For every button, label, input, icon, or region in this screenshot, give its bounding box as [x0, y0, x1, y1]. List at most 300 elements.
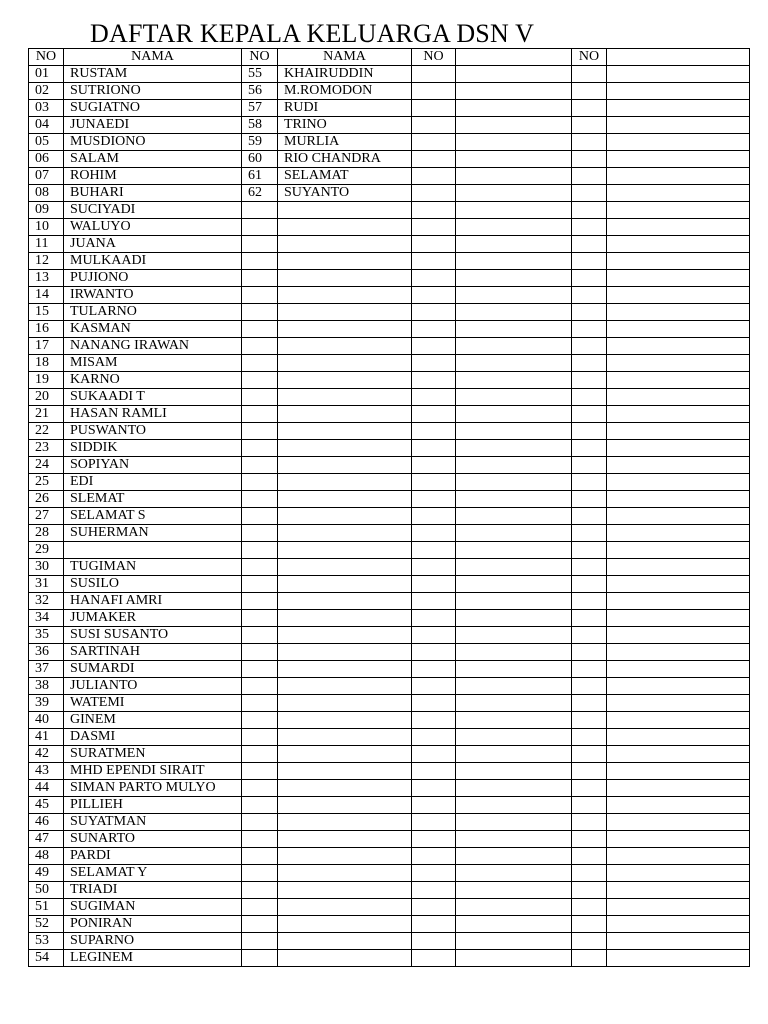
table-row [29, 168, 750, 185]
row-name: SIMAN PARTO MULYO [64, 780, 242, 797]
table-row [29, 202, 750, 219]
empty-cell [456, 66, 572, 83]
empty-cell [278, 474, 412, 491]
row-number: 20 [29, 389, 64, 406]
empty-cell [456, 440, 572, 457]
empty-cell [412, 372, 456, 389]
empty-cell [456, 287, 572, 304]
empty-cell [278, 848, 412, 865]
empty-cell [572, 100, 607, 117]
empty-cell [278, 950, 412, 967]
row-number: 60 [242, 151, 278, 168]
empty-cell [572, 202, 607, 219]
table-row [29, 253, 750, 270]
empty-cell [456, 950, 572, 967]
empty-cell [242, 287, 278, 304]
row-number: 14 [29, 287, 64, 304]
empty-cell [278, 695, 412, 712]
empty-cell [412, 797, 456, 814]
empty-cell [278, 933, 412, 950]
empty-cell [607, 440, 750, 457]
empty-cell [456, 746, 572, 763]
empty-cell [278, 491, 412, 508]
empty-cell [607, 593, 750, 610]
empty-cell [572, 678, 607, 695]
table-row [29, 185, 750, 202]
table-row [29, 899, 750, 916]
empty-cell [412, 525, 456, 542]
row-number: 11 [29, 236, 64, 253]
row-number: 29 [29, 542, 64, 559]
empty-cell [607, 678, 750, 695]
empty-cell [278, 746, 412, 763]
row-name: M.ROMODON [278, 83, 412, 100]
row-name: SUSI SUSANTO [64, 627, 242, 644]
header-nama-4 [607, 49, 750, 66]
table-row [29, 304, 750, 321]
row-name: TRIADI [64, 882, 242, 899]
row-name: RIO CHANDRA [278, 151, 412, 168]
empty-cell [412, 440, 456, 457]
row-name: TULARNO [64, 304, 242, 321]
empty-cell [278, 712, 412, 729]
empty-cell [242, 355, 278, 372]
empty-cell [607, 372, 750, 389]
empty-cell [456, 576, 572, 593]
empty-cell [456, 933, 572, 950]
table-row [29, 576, 750, 593]
empty-cell [607, 185, 750, 202]
empty-cell [607, 950, 750, 967]
empty-cell [456, 406, 572, 423]
row-number: 25 [29, 474, 64, 491]
table-row [29, 134, 750, 151]
header-nama-2: NAMA [278, 49, 412, 66]
empty-cell [572, 321, 607, 338]
row-name: MULKAADI [64, 253, 242, 270]
row-number: 61 [242, 168, 278, 185]
empty-cell [572, 933, 607, 950]
empty-cell [242, 661, 278, 678]
row-number: 47 [29, 831, 64, 848]
empty-cell [278, 406, 412, 423]
empty-cell [278, 831, 412, 848]
empty-cell [607, 763, 750, 780]
empty-cell [607, 712, 750, 729]
empty-cell [456, 542, 572, 559]
empty-cell [242, 202, 278, 219]
empty-cell [607, 389, 750, 406]
table-row [29, 525, 750, 542]
table-row [29, 831, 750, 848]
empty-cell [242, 627, 278, 644]
empty-cell [412, 610, 456, 627]
empty-cell [572, 882, 607, 899]
empty-cell [572, 83, 607, 100]
empty-cell [572, 576, 607, 593]
empty-cell [572, 355, 607, 372]
row-number: 46 [29, 814, 64, 831]
table-row [29, 678, 750, 695]
table-row [29, 83, 750, 100]
empty-cell [456, 729, 572, 746]
empty-cell [572, 610, 607, 627]
table-row [29, 236, 750, 253]
empty-cell [607, 117, 750, 134]
table-row [29, 406, 750, 423]
header-no-1: NO [29, 49, 64, 66]
empty-cell [412, 406, 456, 423]
empty-cell [412, 644, 456, 661]
empty-cell [278, 678, 412, 695]
empty-cell [607, 66, 750, 83]
empty-cell [607, 423, 750, 440]
empty-cell [572, 627, 607, 644]
empty-cell [412, 661, 456, 678]
empty-cell [412, 780, 456, 797]
empty-cell [607, 168, 750, 185]
empty-cell [242, 576, 278, 593]
row-number: 52 [29, 916, 64, 933]
row-name: SUGIMAN [64, 899, 242, 916]
row-number: 51 [29, 899, 64, 916]
empty-cell [456, 814, 572, 831]
table-row [29, 950, 750, 967]
empty-cell [412, 66, 456, 83]
empty-cell [456, 865, 572, 882]
empty-cell [607, 151, 750, 168]
empty-cell [412, 627, 456, 644]
empty-cell [278, 457, 412, 474]
empty-cell [456, 695, 572, 712]
table-row [29, 627, 750, 644]
row-name: TUGIMAN [64, 559, 242, 576]
empty-cell [572, 253, 607, 270]
empty-cell [456, 780, 572, 797]
empty-cell [242, 219, 278, 236]
empty-cell [572, 236, 607, 253]
empty-cell [278, 797, 412, 814]
empty-cell [607, 287, 750, 304]
empty-cell [412, 253, 456, 270]
empty-cell [242, 712, 278, 729]
empty-cell [278, 576, 412, 593]
row-name: KASMAN [64, 321, 242, 338]
empty-cell [456, 457, 572, 474]
row-number: 37 [29, 661, 64, 678]
empty-cell [607, 916, 750, 933]
empty-cell [278, 729, 412, 746]
row-name: SUNARTO [64, 831, 242, 848]
table-row [29, 933, 750, 950]
row-name: ROHIM [64, 168, 242, 185]
row-name: SLEMAT [64, 491, 242, 508]
table-row [29, 610, 750, 627]
empty-cell [607, 491, 750, 508]
table-row [29, 389, 750, 406]
empty-cell [242, 916, 278, 933]
table-row [29, 440, 750, 457]
empty-cell [412, 678, 456, 695]
empty-cell [242, 610, 278, 627]
empty-cell [572, 304, 607, 321]
empty-cell [412, 763, 456, 780]
row-name: IRWANTO [64, 287, 242, 304]
row-number: 13 [29, 270, 64, 287]
table-row [29, 151, 750, 168]
table-row [29, 100, 750, 117]
empty-cell [572, 644, 607, 661]
empty-cell [412, 423, 456, 440]
row-name: PARDI [64, 848, 242, 865]
row-name: SUSILO [64, 576, 242, 593]
empty-cell [242, 746, 278, 763]
empty-cell [242, 814, 278, 831]
empty-cell [456, 389, 572, 406]
empty-cell [456, 661, 572, 678]
empty-cell [412, 355, 456, 372]
row-number: 34 [29, 610, 64, 627]
row-number: 55 [242, 66, 278, 83]
empty-cell [607, 83, 750, 100]
empty-cell [456, 712, 572, 729]
empty-cell [278, 338, 412, 355]
table-row [29, 287, 750, 304]
empty-cell [456, 644, 572, 661]
row-name: MUSDIONO [64, 134, 242, 151]
row-number: 16 [29, 321, 64, 338]
empty-cell [607, 899, 750, 916]
empty-cell [242, 763, 278, 780]
empty-cell [456, 338, 572, 355]
empty-cell [572, 661, 607, 678]
empty-cell [572, 763, 607, 780]
empty-cell [607, 644, 750, 661]
empty-cell [572, 389, 607, 406]
empty-cell [456, 423, 572, 440]
empty-cell [572, 168, 607, 185]
empty-cell [456, 100, 572, 117]
empty-cell [572, 151, 607, 168]
table-row [29, 712, 750, 729]
empty-cell [456, 797, 572, 814]
table-row [29, 780, 750, 797]
row-name: MISAM [64, 355, 242, 372]
empty-cell [607, 321, 750, 338]
row-number: 17 [29, 338, 64, 355]
empty-cell [242, 270, 278, 287]
row-name: SUCIYADI [64, 202, 242, 219]
empty-cell [412, 491, 456, 508]
row-number: 56 [242, 83, 278, 100]
empty-cell [242, 593, 278, 610]
row-number: 21 [29, 406, 64, 423]
empty-cell [242, 848, 278, 865]
empty-cell [456, 202, 572, 219]
empty-cell [412, 916, 456, 933]
row-name: SUYATMAN [64, 814, 242, 831]
empty-cell [242, 389, 278, 406]
empty-cell [572, 117, 607, 134]
table-row [29, 797, 750, 814]
empty-cell [278, 610, 412, 627]
row-number: 24 [29, 457, 64, 474]
empty-cell [278, 899, 412, 916]
empty-cell [412, 746, 456, 763]
empty-cell [278, 389, 412, 406]
row-name: NANANG IRAWAN [64, 338, 242, 355]
row-number: 32 [29, 593, 64, 610]
empty-cell [607, 338, 750, 355]
empty-cell [607, 814, 750, 831]
table-row [29, 882, 750, 899]
row-name: DASMI [64, 729, 242, 746]
empty-cell [607, 882, 750, 899]
empty-cell [607, 797, 750, 814]
empty-cell [412, 831, 456, 848]
row-name: SELAMAT [278, 168, 412, 185]
empty-cell [456, 848, 572, 865]
empty-cell [242, 882, 278, 899]
empty-cell [242, 338, 278, 355]
row-name: RUDI [278, 100, 412, 117]
row-number: 42 [29, 746, 64, 763]
empty-cell [278, 270, 412, 287]
empty-cell [572, 423, 607, 440]
row-name: WALUYO [64, 219, 242, 236]
empty-cell [607, 542, 750, 559]
empty-cell [412, 117, 456, 134]
row-number: 19 [29, 372, 64, 389]
table-row [29, 763, 750, 780]
empty-cell [412, 338, 456, 355]
row-number: 62 [242, 185, 278, 202]
row-name: SUGIATNO [64, 100, 242, 117]
empty-cell [456, 763, 572, 780]
empty-cell [278, 559, 412, 576]
empty-cell [242, 780, 278, 797]
empty-cell [278, 814, 412, 831]
row-name: SURATMEN [64, 746, 242, 763]
empty-cell [242, 253, 278, 270]
table-row [29, 746, 750, 763]
empty-cell [607, 933, 750, 950]
row-number: 27 [29, 508, 64, 525]
empty-cell [456, 916, 572, 933]
row-name: PUSWANTO [64, 423, 242, 440]
row-name: SELAMAT Y [64, 865, 242, 882]
row-number: 12 [29, 253, 64, 270]
table-row [29, 729, 750, 746]
table-row [29, 372, 750, 389]
empty-cell [412, 848, 456, 865]
empty-cell [572, 542, 607, 559]
empty-cell [278, 236, 412, 253]
empty-cell [278, 865, 412, 882]
empty-cell [412, 321, 456, 338]
empty-cell [572, 899, 607, 916]
table-row [29, 474, 750, 491]
empty-cell [572, 797, 607, 814]
empty-cell [242, 321, 278, 338]
table-row [29, 542, 750, 559]
empty-cell [278, 372, 412, 389]
empty-cell [278, 253, 412, 270]
row-number: 58 [242, 117, 278, 134]
row-name: SUKAADI T [64, 389, 242, 406]
header-no-3: NO [412, 49, 456, 66]
empty-cell [456, 134, 572, 151]
empty-cell [607, 508, 750, 525]
empty-cell [278, 304, 412, 321]
empty-cell [278, 508, 412, 525]
empty-cell [278, 644, 412, 661]
empty-cell [242, 304, 278, 321]
row-number: 01 [29, 66, 64, 83]
row-number: 36 [29, 644, 64, 661]
empty-cell [456, 185, 572, 202]
empty-cell [456, 882, 572, 899]
empty-cell [572, 440, 607, 457]
empty-cell [607, 831, 750, 848]
empty-cell [412, 219, 456, 236]
table-row [29, 457, 750, 474]
empty-cell [242, 491, 278, 508]
empty-cell [607, 304, 750, 321]
row-name: RUSTAM [64, 66, 242, 83]
empty-cell [572, 712, 607, 729]
empty-cell [412, 695, 456, 712]
row-number: 28 [29, 525, 64, 542]
empty-cell [607, 270, 750, 287]
row-number: 02 [29, 83, 64, 100]
table-row [29, 916, 750, 933]
table-row [29, 321, 750, 338]
empty-cell [242, 933, 278, 950]
empty-cell [242, 423, 278, 440]
empty-cell [278, 219, 412, 236]
row-name: JUANA [64, 236, 242, 253]
empty-cell [412, 202, 456, 219]
empty-cell [456, 831, 572, 848]
empty-cell [572, 780, 607, 797]
empty-cell [456, 627, 572, 644]
empty-cell [607, 134, 750, 151]
empty-cell [242, 729, 278, 746]
row-name: MURLIA [278, 134, 412, 151]
row-number: 45 [29, 797, 64, 814]
empty-cell [278, 202, 412, 219]
row-name: SUPARNO [64, 933, 242, 950]
empty-cell [456, 321, 572, 338]
row-number: 08 [29, 185, 64, 202]
empty-cell [242, 899, 278, 916]
empty-cell [456, 593, 572, 610]
row-number: 30 [29, 559, 64, 576]
empty-cell [572, 559, 607, 576]
empty-cell [607, 474, 750, 491]
empty-cell [412, 83, 456, 100]
empty-cell [242, 695, 278, 712]
row-name: MHD EPENDI SIRAIT [64, 763, 242, 780]
empty-cell [456, 219, 572, 236]
empty-cell [278, 321, 412, 338]
empty-cell [607, 253, 750, 270]
row-number: 22 [29, 423, 64, 440]
row-number: 39 [29, 695, 64, 712]
table-row [29, 848, 750, 865]
empty-cell [278, 627, 412, 644]
